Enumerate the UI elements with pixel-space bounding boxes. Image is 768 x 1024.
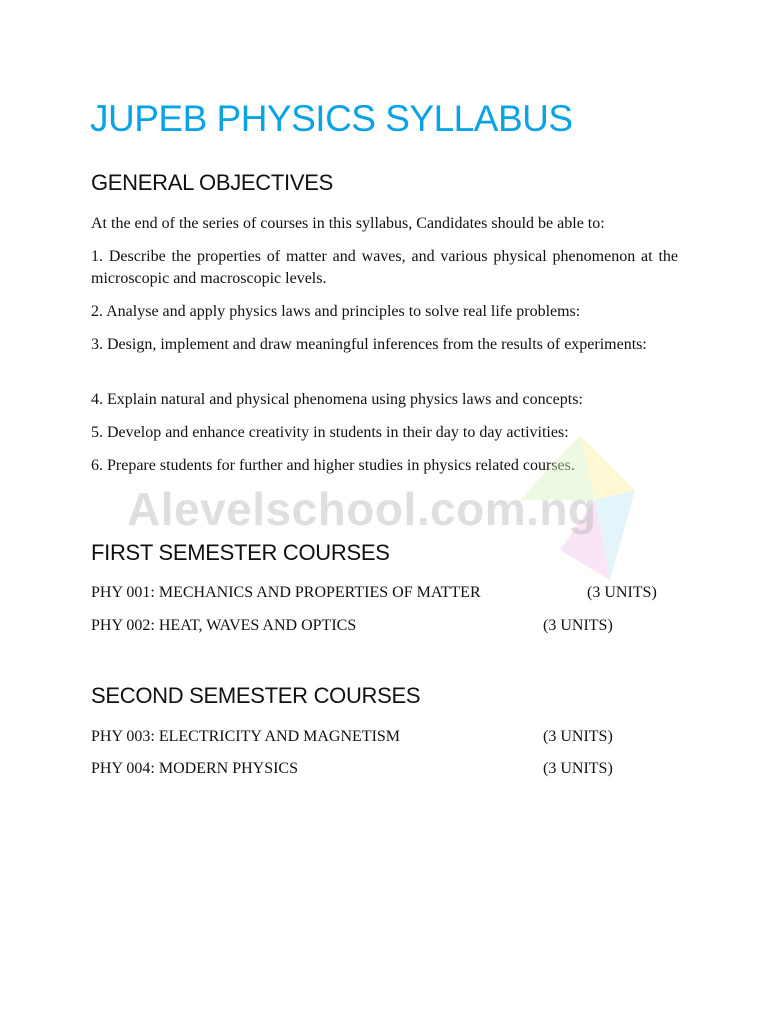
watermark-text: Alevelschool.com.ng bbox=[127, 483, 597, 535]
objective-item-6: 6. Prepare students for further and higher studies in physics related courses. bbox=[91, 457, 575, 474]
course-row bbox=[91, 615, 678, 637]
second-semester-heading: SECOND SEMESTER COURSES bbox=[91, 683, 421, 708]
course-units: (3 UNITS) bbox=[543, 760, 613, 777]
course-row bbox=[91, 726, 678, 748]
objective-item-3: 3. Design, implement and draw meaningful inferences from the results of experiments: bbox=[91, 336, 647, 353]
page-title: JUPEB PHYSICS SYLLABUS bbox=[90, 98, 573, 139]
objective-item-5: 5. Develop and enhance creativity in students in their day to day activities: bbox=[91, 424, 569, 441]
course-units: (3 UNITS) bbox=[587, 584, 657, 601]
course-code: PHY 004: MODERN PHYSICS bbox=[91, 760, 298, 777]
course-code: PHY 002: HEAT, WAVES AND OPTICS bbox=[91, 617, 357, 634]
course-code: PHY 001: MECHANICS AND PROPERTIES OF MATTER bbox=[91, 584, 481, 601]
objectives-intro: At the end of the series of courses in this syllabus, Candidates should be able to: bbox=[91, 215, 605, 232]
course-units: (3 UNITS) bbox=[543, 728, 613, 745]
course-row bbox=[91, 758, 678, 780]
first-semester-heading: FIRST SEMESTER COURSES bbox=[91, 540, 390, 565]
objective-item-4: 4. Explain natural and physical phenomena using physics laws and concepts: bbox=[91, 391, 583, 408]
course-code: PHY 003: ELECTRICITY AND MAGNETISM bbox=[91, 728, 401, 745]
course-row bbox=[91, 582, 678, 604]
general-objectives-heading: GENERAL OBJECTIVES bbox=[91, 170, 333, 195]
course-units: (3 UNITS) bbox=[543, 617, 613, 634]
objective-item-1: 1. Describe the properties of matter and waves, and various physical phenomenon at the microscopic and macroscopic levels. bbox=[91, 248, 678, 287]
objective-item-2: 2. Analyse and apply physics laws and principles to solve real life problems: bbox=[91, 303, 581, 320]
